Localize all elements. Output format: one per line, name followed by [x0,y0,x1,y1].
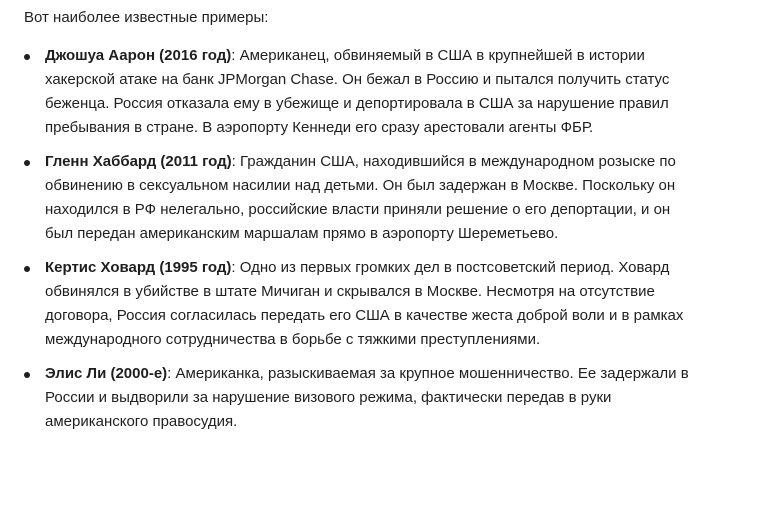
item-text: : Гражданин США, находившийся в международном розыске по обвинению в сексуальном насилии над детьми. Он был задержан в Москве. Поскольку он находился в РФ нелегально, российские власти приняли решение о его депортации, и он был передан американским маршалам прямо в аэропорту Шереметьево. [45,153,676,242]
list-item [24,150,697,246]
list-item [24,362,697,434]
item-name: Кертис Ховард (1995 год) [45,259,232,276]
item-name: Гленн Хаббард (2011 год) [45,153,232,170]
bullet-icon [24,160,30,166]
list-item [24,256,697,352]
bullet-icon [24,266,30,272]
bullet-icon [24,372,30,378]
item-name: Элис Ли (2000-е) [45,365,168,382]
item-text: : Американка, разыскиваемая за крупное мошенничество. Ее задержали в России и выдворили за нарушение визового режима, фактически передав в руки американского правосудия. [45,365,689,430]
list-item [24,44,697,140]
bullet-icon [24,54,30,60]
examples-list [24,44,735,434]
intro-text: Вот наиболее известные примеры: [24,9,269,26]
item-name: Джошуа Аарон (2016 год) [45,47,232,64]
item-text: : Одно из первых громких дел в постсоветский период. Ховард обвинялся в убийстве в штате Мичиган и скрывался в Москве. Несмотря на отсутствие договора, Россия согласилась передать его США в качестве жеста доброй воли и в рамках международного сотрудничества в борьбе с тяжкими преступлениями. [45,259,684,348]
item-text: : Американец, обвиняемый в США в крупнейшей в истории хакерской атаке на банк JPMorgan Chase. Он бежал в Россию и пытался получить статус беженца. Россия отказала ему в убежище и депортировала в США за нарушение правил пребывания в стране. В аэропорту Кеннеди его сразу арестовали агенты ФБР. [45,47,670,136]
